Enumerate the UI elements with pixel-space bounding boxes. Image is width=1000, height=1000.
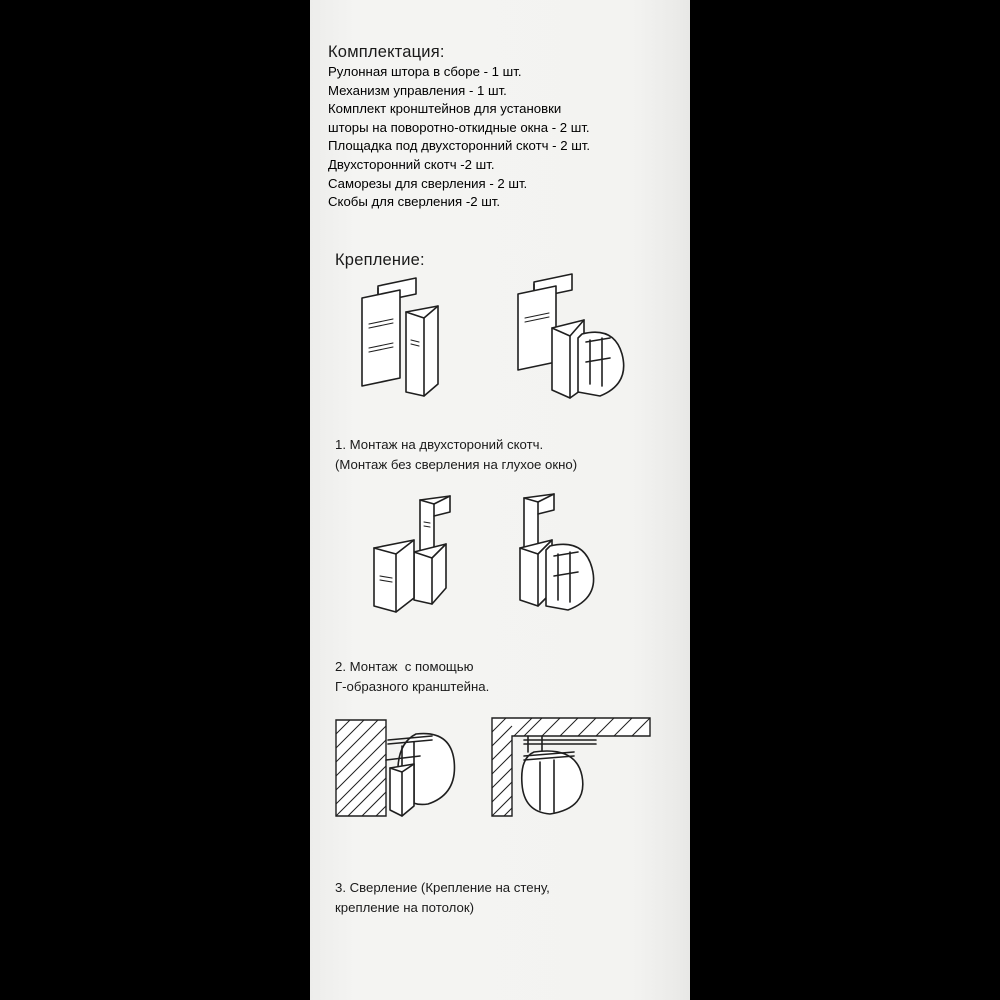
- parts-list-item: Рулонная штора в сборе - 1 шт.: [328, 64, 522, 79]
- caption-line: Г-образного кранштейна.: [335, 678, 490, 694]
- parts-list-item: Двухсторонний скотч -2 шт.: [328, 156, 495, 172]
- caption-line: крепление на потолок): [335, 899, 474, 915]
- l-bracket-caption: [335, 657, 675, 696]
- drilling-diagram: [328, 712, 658, 837]
- caption-line: 2. Монтаж с помощью: [335, 659, 474, 674]
- sheet-surface: [310, 0, 690, 1000]
- caption-line: 1. Монтаж на двухстороний скотч.: [335, 437, 544, 452]
- tape-mount-diagram: [338, 268, 658, 413]
- parts-list-item: Саморезы для сверления - 2 шт.: [328, 175, 528, 191]
- parts-list-heading: Комплектация:: [328, 43, 445, 61]
- instruction-sheet: [310, 0, 690, 1000]
- parts-list-item: Площадка под двухсторонний скотч - 2 шт.: [328, 138, 591, 154]
- parts-list: [328, 63, 678, 212]
- l-bracket-diagram: [338, 492, 658, 627]
- parts-list-item: Скобы для сверления -2 шт.: [328, 194, 501, 210]
- mounting-heading: Крепление:: [335, 251, 425, 269]
- parts-list-item: шторы на поворотно-откидные окна - 2 шт.: [328, 119, 590, 135]
- tape-mount-caption: [335, 435, 675, 474]
- caption-line: (Монтаж без сверления на глухое окно): [335, 456, 578, 472]
- drilling-caption: [335, 878, 675, 917]
- parts-list-item: Механизм управления - 1 шт.: [328, 82, 507, 98]
- parts-list-item: Комплект кронштейнов для установки: [328, 101, 562, 117]
- caption-line: 3. Сверление (Крепление на стену,: [335, 880, 550, 895]
